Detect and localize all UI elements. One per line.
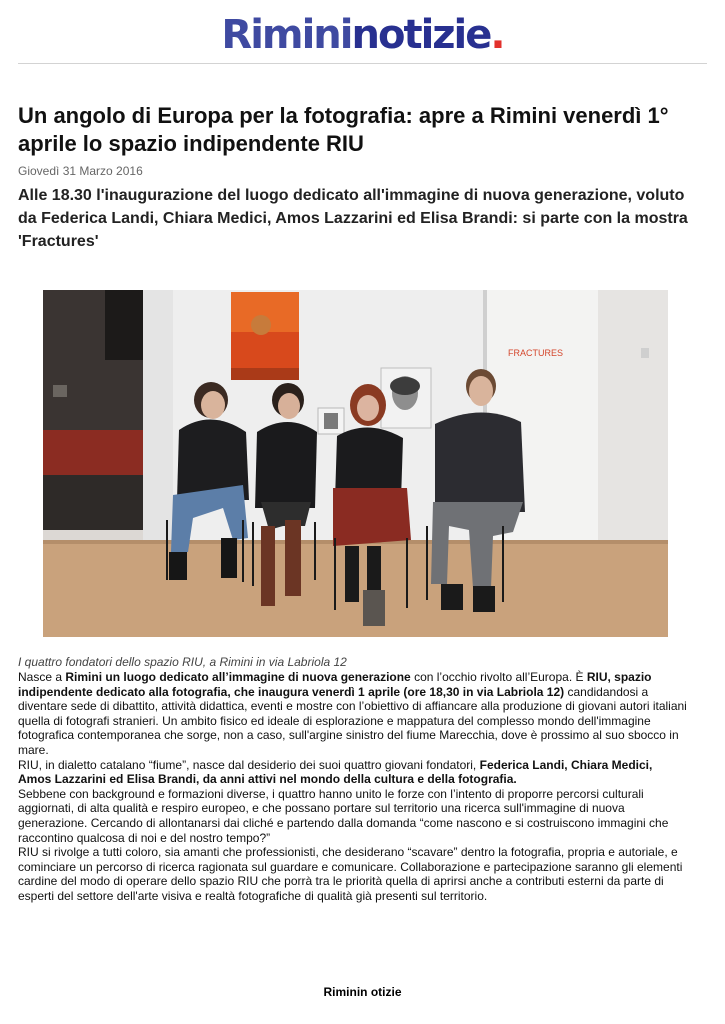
article-date: Giovedì 31 Marzo 2016 bbox=[18, 164, 143, 178]
logo-notizie: notizie bbox=[351, 12, 491, 58]
body-paragraph-2 bbox=[18, 758, 688, 787]
article-title: Un angolo di Europa per la fotografia: apre a Rimini venerdì 1° aprile lo spazio indipendente RIU bbox=[18, 103, 669, 156]
p1-text-e: candidandosi a diventare sede di dibattito, attività didattica, eventi e mostre con l’obiettivo di affiancare alla produzione di giovani autori italiani quella di fotografi stranieri. Un ambito fisico ed ideale di esplorazione e mappatura del complesso mondo dell'immagine fotografica contemporanea che sorge, non a caso, sull'argine sinistro del fiume Marecchia, dove è prossimo al suo sbocco in mare. bbox=[18, 684, 687, 757]
footer-site-name: Riminin otizie bbox=[323, 985, 402, 999]
p1-text-a: Nasce a bbox=[18, 670, 66, 684]
site-logo[interactable] bbox=[221, 12, 503, 58]
photo-caption: I quattro fondatori dello spazio RIU, a Rimini in via Labriola 12 bbox=[18, 655, 347, 669]
logo-rimini: Rimini bbox=[221, 12, 352, 58]
body-paragraph-1 bbox=[18, 670, 688, 758]
logo-dot: . bbox=[490, 12, 504, 58]
article-subtitle: Alle 18.30 l'inaugurazione del luogo dedicato all'immagine di nuova generazione, voluto da Federica Landi, Chiara Medici, Amos Lazzarini ed Elisa Brandi: si parte con la mostra 'Fractures' bbox=[18, 187, 688, 250]
p1-text-c: con l’occhio rivolto all’Europa. È bbox=[410, 670, 587, 684]
header-divider bbox=[18, 63, 707, 64]
p1-bold-d: RIU, spazio indipendente dedicato alla fotografia, che inaugura venerdì 1 aprile (ore 18,30 in via Labriola 12) bbox=[18, 670, 652, 699]
article-body bbox=[18, 670, 688, 904]
body-paragraph-4: RIU si rivolge a tutti coloro, sia amanti che professionisti, che desiderano “scavare” dentro la fotografia, propria e autoriale, e cominciare un percorso di ricerca ragionata sul guardare e comunicare. Collaborazione e partecipazione saranno gli elementi cardine del modo di operare dello spazio RIU che porrà tra le priorità quella di aprirsi anche a contributi esterni da parte di esperti del settore dell'arte visiva e realtà fotografiche di qualità già presenti sul territorio. bbox=[18, 845, 683, 903]
article-photo bbox=[43, 290, 668, 637]
p2-bold-b: Federica Landi, Chiara Medici, Amos Lazzarini ed Elisa Brandi, da anni attivi nel mondo della cultura e della fotografia. bbox=[18, 757, 653, 787]
p2-text-a: RIU, in dialetto catalano “fiume”, nasce dal desiderio dei suoi quattro giovani fondatori, bbox=[18, 757, 480, 772]
site-header bbox=[0, 12, 725, 58]
p1-bold-b: Rimini un luogo dedicato all’immagine di nuova generazione bbox=[65, 670, 411, 684]
body-paragraph-3: Sebbene con background e formazioni diverse, i quattro hanno unito le forze con l’intento di proporre percorsi culturali aggiornati, di alta qualità e respiro europeo, e che possano portare sul territorio una ricerca sull'immagine di nuova generazione. Cercando di allontanarsi dai cliché e partendo dalla domanda “come nascono e si costruiscono immagini che raccontino qualcosa di noi e del nostro tempo?” bbox=[18, 786, 669, 845]
fractures-sign: FRACTURES bbox=[508, 348, 564, 358]
